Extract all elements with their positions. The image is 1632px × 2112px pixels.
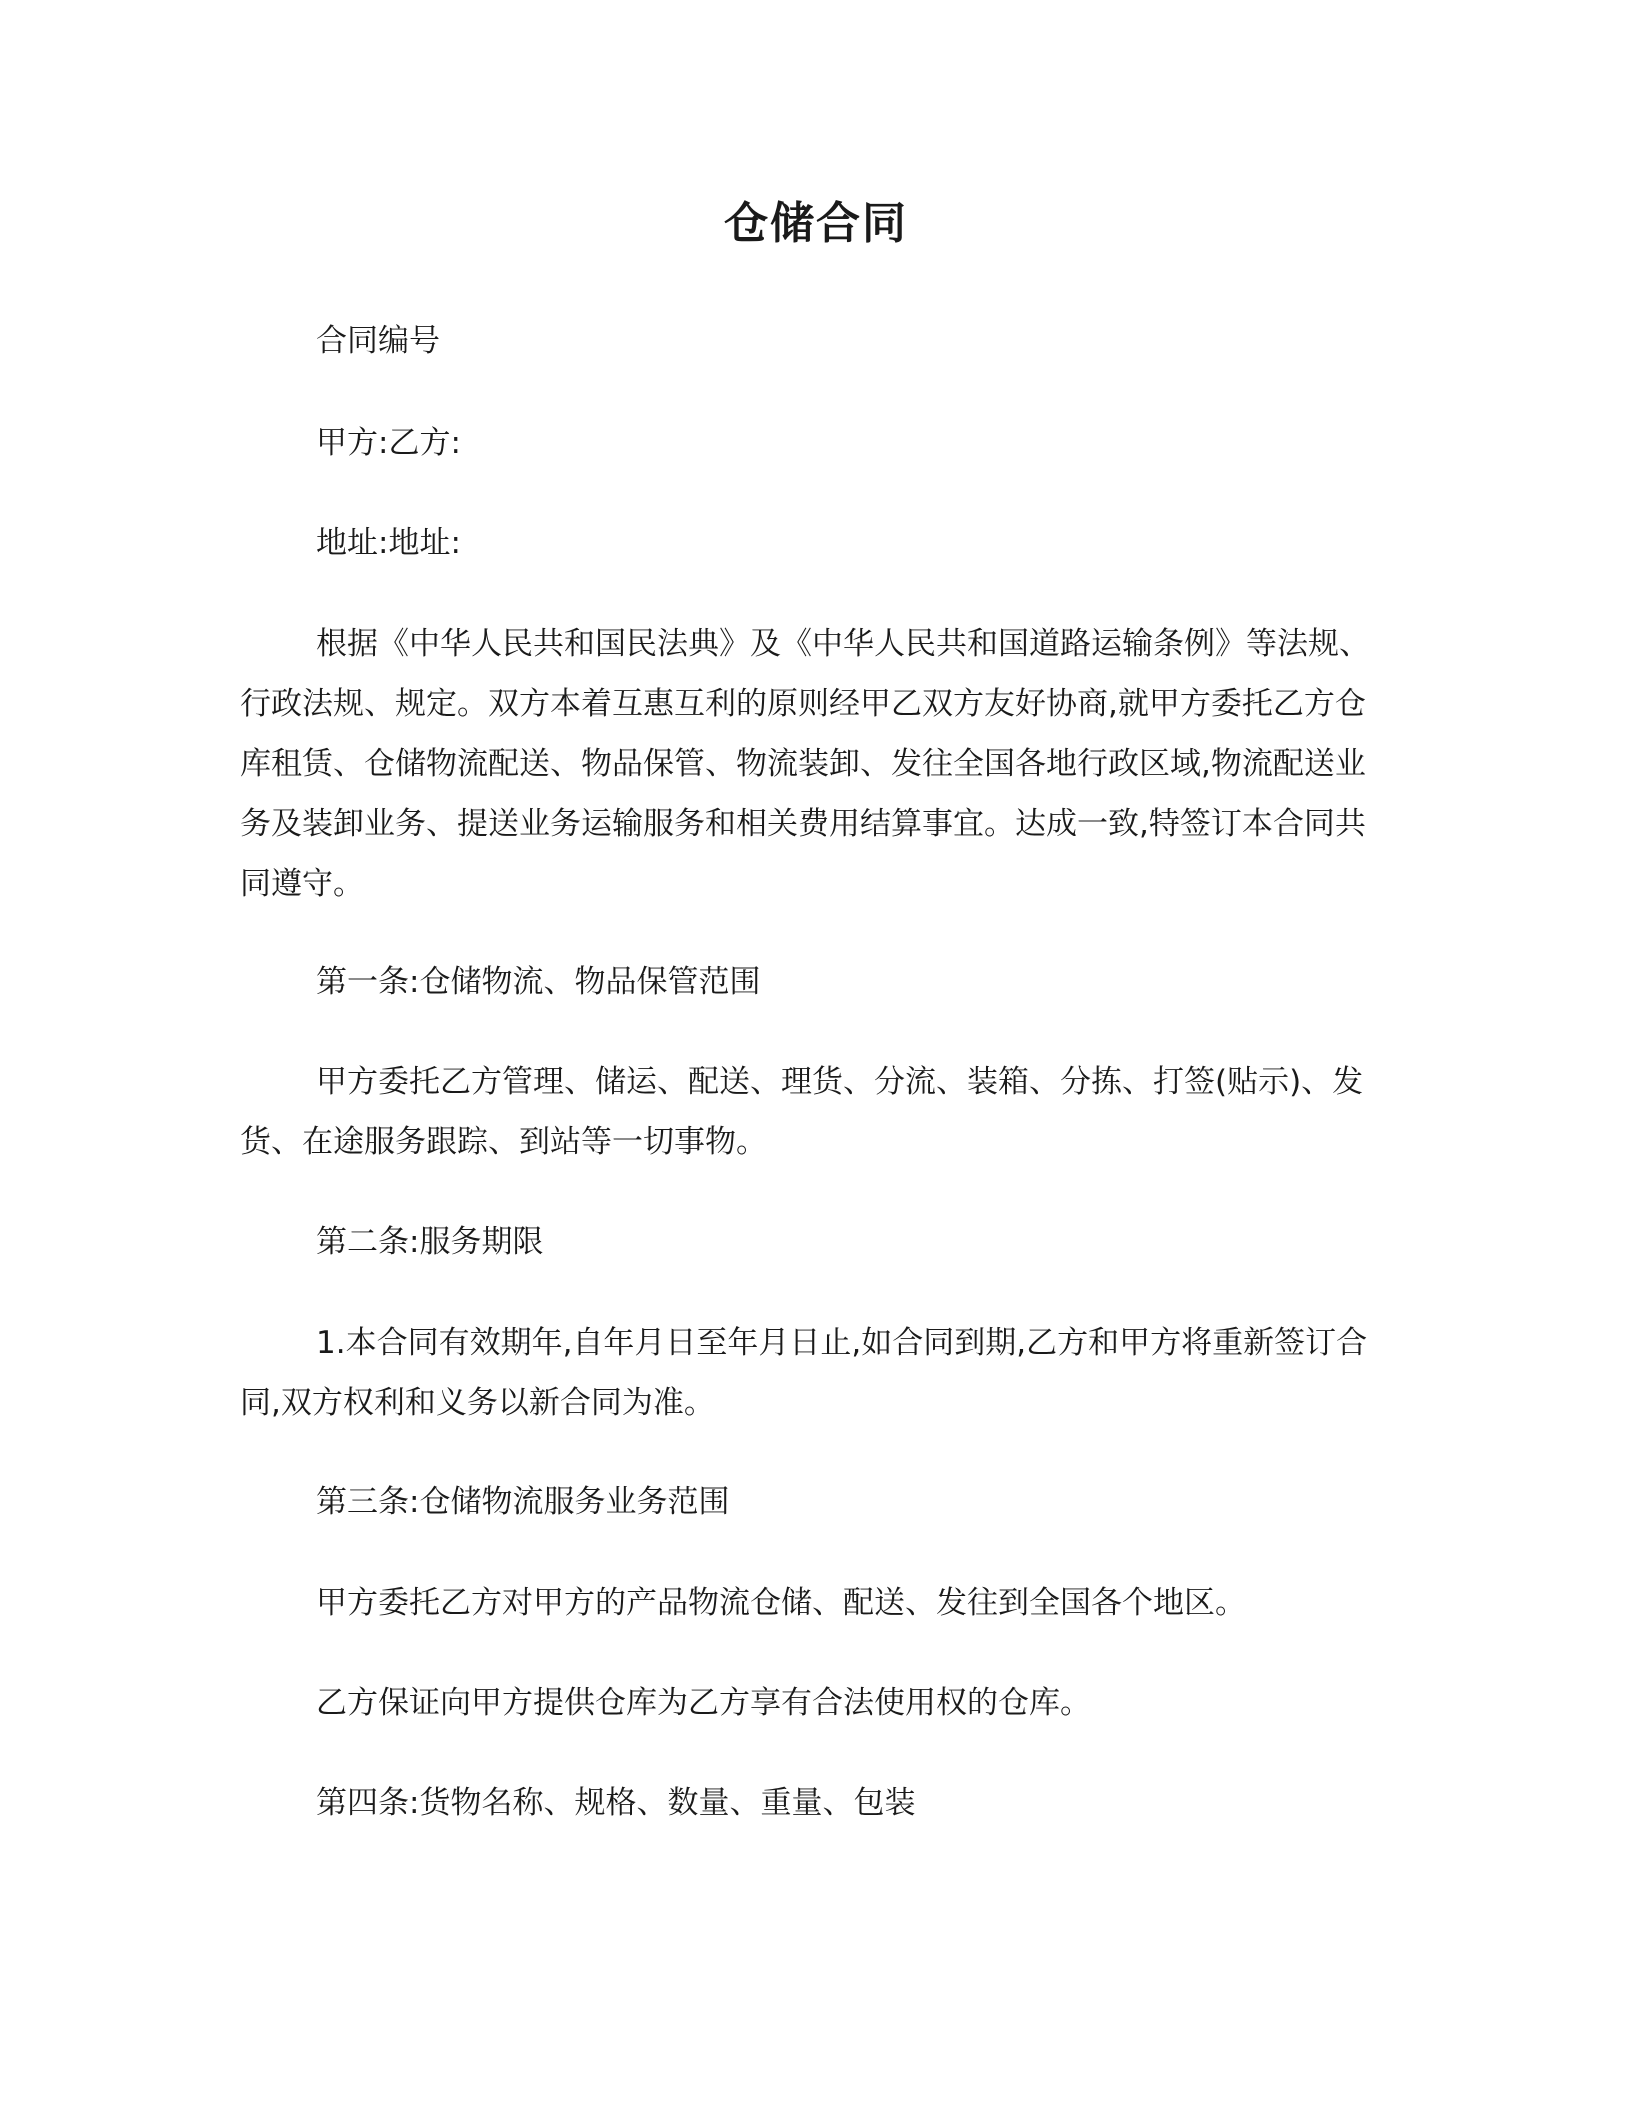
preamble-paragraph: 根据《中华人民共和国民法典》及《中华人民共和国道路运输条例》等法规、行政法规、规定。双方本着互惠互利的原则经甲乙双方友好协商,就甲方委托乙方仓库租赁、仓储物流配送、物品保管、物流装卸、发往全国各地行政区域,物流配送业务及装卸业务、提送业务运输服务和相关费用结算事宜。达成一致,特签订本合同共同遵守。 bbox=[240, 626, 1370, 902]
article-3-heading: 第三条:仓储物流服务业务范围 bbox=[316, 1484, 730, 1520]
article-3-body-1: 甲方委托乙方对甲方的产品物流仓储、配送、发往到全国各个地区。 bbox=[316, 1585, 1246, 1621]
article-1-heading: 第一条:仓储物流、物品保管范围 bbox=[316, 964, 761, 1000]
article-1-body: 甲方委托乙方管理、储运、配送、理货、分流、装箱、分拣、打签(贴示)、发货、在途服务跟踪、到站等一切事物。 bbox=[240, 1064, 1364, 1160]
address-line: 地址:地址: bbox=[316, 525, 461, 561]
article-3-body-2: 乙方保证向甲方提供仓库为乙方享有合法使用权的仓库。 bbox=[316, 1685, 1091, 1721]
article-2-body: 1.本合同有效期年,自年月日至年月日止,如合同到期,乙方和甲方将重新签订合同,双方权利和义务以新合同为准。 bbox=[240, 1325, 1368, 1421]
parties-line: 甲方:乙方: bbox=[316, 425, 461, 461]
contract-number-label: 合同编号 bbox=[316, 323, 440, 359]
document-title: 仓储合同 bbox=[724, 198, 908, 249]
article-2-heading: 第二条:服务期限 bbox=[316, 1224, 544, 1260]
article-4-heading: 第四条:货物名称、规格、数量、重量、包装 bbox=[316, 1785, 916, 1821]
